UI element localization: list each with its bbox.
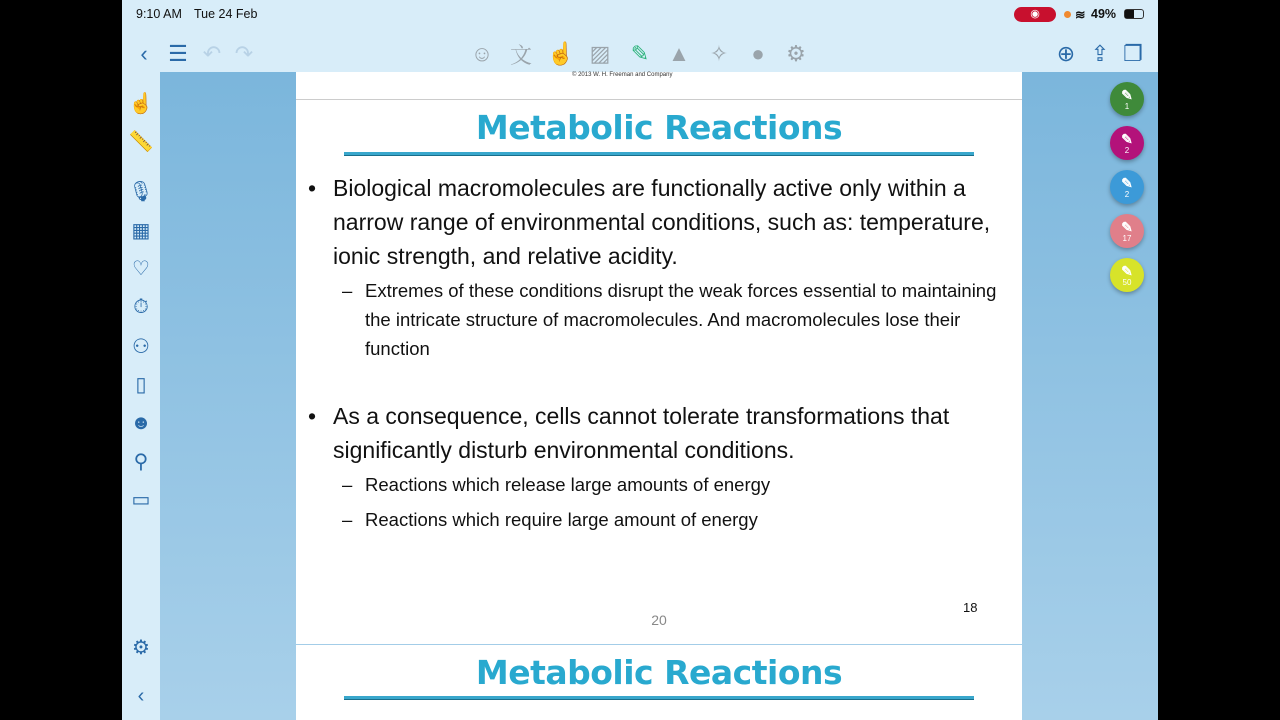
sub-bullet: – Reactions which require large amount of energy	[342, 505, 998, 534]
slide-number: 18	[963, 600, 978, 615]
slide-title: Metabolic Reactions	[475, 108, 843, 147]
sub-bullet: – Reactions which release large amounts of energy	[342, 470, 998, 499]
gear-icon[interactable]: ⚙	[786, 41, 806, 66]
translate-icon[interactable]: 文	[509, 42, 532, 68]
slide-body	[308, 171, 998, 534]
back-icon[interactable]: ‹	[140, 41, 148, 66]
battery-percent: 49%	[1091, 7, 1117, 21]
pen-size: 50	[1122, 277, 1132, 287]
image-icon[interactable]: ▨	[589, 41, 611, 66]
copyright: © 2013 W. H. Freeman and Company	[572, 72, 673, 78]
bullet: • As a consequence, cells cannot tolerate transformations that significantly disturb environmental conditions.	[308, 399, 998, 467]
status-time: 9:10 AM	[136, 7, 182, 21]
pen-size: 1	[1124, 101, 1130, 111]
hand-tool-icon[interactable]: ☝	[128, 92, 154, 115]
share-icon[interactable]: ⇪	[1090, 41, 1110, 66]
wifi-icon: ≋	[1075, 8, 1086, 22]
pages-icon[interactable]: ❐	[1123, 41, 1143, 66]
settings-icon[interactable]: ⚙	[132, 636, 150, 659]
divider	[296, 99, 1022, 100]
pen-size: 2	[1124, 189, 1130, 199]
battery-icon	[1124, 9, 1144, 19]
microphone-tool-icon[interactable]: 🎙	[128, 180, 154, 203]
status-date: Tue 24 Feb	[194, 7, 258, 21]
sticker-icon[interactable]: ☺	[470, 41, 494, 66]
presentation-icon[interactable]: ▭	[131, 488, 151, 511]
redo-icon[interactable]: ↷	[234, 41, 254, 66]
pen-icon: ✎	[1121, 218, 1133, 235]
page-21	[296, 645, 1022, 720]
bullet: • Biological macromolecules are functionally active only within a narrow range of environmental conditions, such as: temperature, ionic strength, and relative acidity.	[308, 171, 998, 273]
search-icon[interactable]: ⚲	[133, 450, 149, 473]
undo-icon[interactable]: ↶	[202, 41, 222, 66]
pen-preset-3[interactable]	[1110, 170, 1144, 204]
pen-preset-5[interactable]	[1110, 258, 1144, 292]
pen-icon: ✎	[1121, 262, 1133, 279]
sub-bullet: – Extremes of these conditions disrupt the weak forces essential to maintaining the intricate structure of macromolecules. And macromolecules lose their function	[342, 276, 998, 363]
bookmark-icon[interactable]: ♡	[132, 257, 150, 280]
people-icon[interactable]: ⚇	[132, 335, 150, 358]
pen-icon: ✎	[1121, 174, 1133, 191]
pen-preset-2[interactable]	[1110, 126, 1144, 160]
microphone-icon[interactable]: ●	[751, 41, 765, 66]
title-rule	[344, 152, 974, 156]
pen-preset-4[interactable]	[1110, 214, 1144, 248]
page-20	[296, 72, 1022, 644]
page-number: 20	[651, 612, 667, 628]
menu-icon[interactable]: ☰	[168, 41, 188, 66]
slide-title: Metabolic Reactions	[475, 653, 843, 692]
title-rule	[344, 696, 974, 700]
timer-icon[interactable]: ⏱	[133, 295, 149, 318]
robot-icon[interactable]: ☻	[130, 411, 152, 434]
pen-size: 2	[1124, 145, 1130, 155]
pen-size: 17	[1122, 233, 1132, 243]
pen-icon: ✎	[1121, 130, 1133, 147]
calculator-icon[interactable]: ▦	[131, 219, 151, 242]
laser-pointer-icon[interactable]: ✎	[630, 41, 650, 66]
screen-recording-indicator: ◉	[1014, 7, 1056, 22]
document-canvas[interactable]	[160, 72, 1158, 720]
ruler-tool-icon[interactable]: 📏	[128, 130, 154, 153]
pen-icon: ✎	[1121, 86, 1133, 103]
hand-icon[interactable]: ☝	[547, 41, 575, 66]
collapse-icon[interactable]: ‹	[137, 684, 145, 707]
notes-app	[122, 0, 1158, 720]
add-icon[interactable]: ⊕	[1056, 41, 1076, 66]
eraser-icon[interactable]: ✧	[709, 41, 729, 66]
document-icon[interactable]: ▯	[135, 373, 147, 396]
pen-preset-1[interactable]	[1110, 82, 1144, 116]
ruler-icon[interactable]: ▲	[668, 41, 690, 66]
mic-dot	[1064, 11, 1071, 18]
